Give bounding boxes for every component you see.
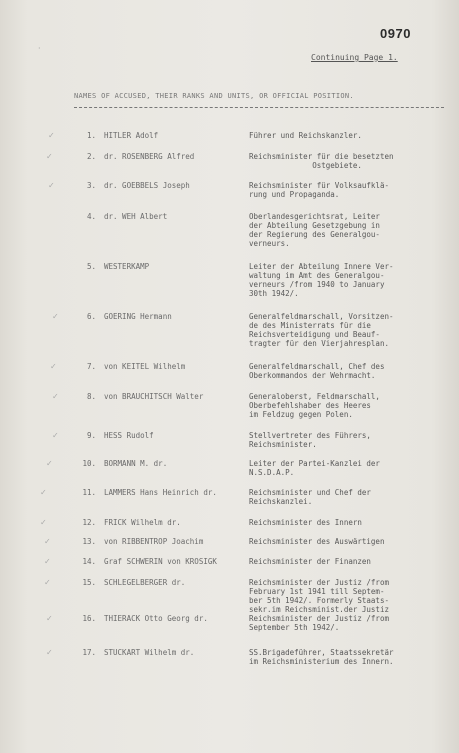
checkmark-icon: ✓ xyxy=(46,152,53,161)
name-text: BORMANN M. dr. xyxy=(104,459,168,468)
accused-name xyxy=(78,362,243,371)
official-position: Generaloberst, Feldmarschall, Oberbefehlshaber des Heeres im Feldzug gegen Polen. xyxy=(249,392,380,419)
official-position: SS.Brigadeführer, Staatssekretär im Reichsministerium des Innern. xyxy=(249,648,394,666)
entry-number: 15. xyxy=(82,578,96,587)
accused-name xyxy=(78,312,243,321)
checkmark-icon: ✓ xyxy=(40,488,47,497)
name-text: WESTERKAMP xyxy=(104,262,150,271)
accused-name xyxy=(78,459,243,468)
official-position: Reichsminister der Finanzen xyxy=(249,557,371,566)
name-text: dr. WEH Albert xyxy=(104,212,168,221)
entry-number: 17. xyxy=(82,648,96,657)
official-position: Reichsminister des Auswärtigen xyxy=(249,537,385,546)
entry-number: 5. xyxy=(86,262,96,271)
entry-number: 10. xyxy=(82,459,96,468)
checkmark-icon: ✓ xyxy=(46,459,53,468)
accused-name xyxy=(78,537,243,546)
entry-number: 13. xyxy=(82,537,96,546)
name-text: GOERING Hermann xyxy=(104,312,172,321)
entry-number: 12. xyxy=(82,518,96,527)
accused-name xyxy=(78,648,243,657)
official-position: Oberlandesgerichtsrat, Leiter der Abteilung Gesetzgebung in der Regierung des Generalgou- verneurs. xyxy=(249,212,380,248)
official-position: Leiter der Partei-Kanzlei der N.S.D.A.P. xyxy=(249,459,380,477)
accused-name xyxy=(78,488,243,497)
accused-name xyxy=(78,557,243,566)
entry-number: 11. xyxy=(82,488,96,497)
official-position: Reichsminister der Justiz /from February 1st 1941 till Septem- ber 5th 1942/. Formerly Staats- sekr.im Reichsminist.der Justiz xyxy=(249,578,389,614)
name-text: STUCKART Wilhelm dr. xyxy=(104,648,195,657)
accused-name xyxy=(78,262,243,271)
official-position: Generalfeldmarschall, Chef des Oberkommandos der Wehrmacht. xyxy=(249,362,385,380)
official-position: Leiter der Abteilung Innere Ver- waltung im Amt des Generalgou- verneurs /from 1940 to January 30th 1942/. xyxy=(249,262,394,298)
header-divider xyxy=(74,107,444,108)
list-header: NAMES OF ACCUSED, THEIR RANKS AND UNITS, OR OFFICIAL POSITION. xyxy=(74,92,354,100)
name-text: dr. ROSENBERG Alfred xyxy=(104,152,195,161)
name-text: THIERACK Otto Georg dr. xyxy=(104,614,208,623)
checkmark-icon: ✓ xyxy=(52,312,59,321)
checkmark-icon: ✓ xyxy=(48,131,55,140)
entry-number: 3. xyxy=(86,181,96,190)
entry-number: 14. xyxy=(82,557,96,566)
document-number: 0970 xyxy=(380,26,411,41)
accused-name xyxy=(78,614,243,623)
accused-name xyxy=(78,518,243,527)
accused-name xyxy=(78,212,243,221)
checkmark-icon: ✓ xyxy=(40,518,47,527)
official-position: Führer und Reichskanzler. xyxy=(249,131,362,140)
entry-number: 7. xyxy=(86,362,96,371)
name-text: HITLER Adolf xyxy=(104,131,159,140)
name-text: Graf SCHWERIN von KROSIGK xyxy=(104,557,217,566)
official-position: Stellvertreter des Führers, Reichsminister. xyxy=(249,431,371,449)
checkmark-icon: ✓ xyxy=(44,537,51,546)
official-position: Reichsminister der Justiz /from September 5th 1942/. xyxy=(249,614,389,632)
official-position: Generalfeldmarschall, Vorsitzen- de des Ministerrats für die Reichsverteidigung und Beauf- tragter für den Vierjahresplan. xyxy=(249,312,394,348)
accused-name xyxy=(78,431,243,440)
checkmark-icon: ✓ xyxy=(52,431,59,440)
checkmark-icon: ✓ xyxy=(48,181,55,190)
entry-number: 6. xyxy=(86,312,96,321)
name-text: HESS Rudolf xyxy=(104,431,154,440)
margin-mark: · xyxy=(38,44,41,53)
official-position: Reichsminister für Volksaufklä- rung und Propaganda. xyxy=(249,181,389,199)
name-text: FRICK Wilhelm dr. xyxy=(104,518,181,527)
accused-name xyxy=(78,392,243,401)
continuing-page-label: Continuing Page 1. xyxy=(311,53,398,62)
entry-number: 1. xyxy=(86,131,96,140)
entry-number: 16. xyxy=(82,614,96,623)
entry-number: 4. xyxy=(86,212,96,221)
name-text: von RIBBENTROP Joachim xyxy=(104,537,204,546)
name-text: dr. GOEBBELS Joseph xyxy=(104,181,190,190)
accused-name xyxy=(78,131,243,140)
name-text: von BRAUCHITSCH Walter xyxy=(104,392,204,401)
checkmark-icon: ✓ xyxy=(52,392,59,401)
name-text: SCHLEGELBERGER dr. xyxy=(104,578,186,587)
checkmark-icon: ✓ xyxy=(44,578,51,587)
official-position: Reichsminister des Innern xyxy=(249,518,362,527)
official-position: Reichsminister und Chef der Reichskanzlei. xyxy=(249,488,371,506)
checkmark-icon: ✓ xyxy=(50,362,57,371)
entry-number: 9. xyxy=(86,431,96,440)
entry-number: 2. xyxy=(86,152,96,161)
accused-name xyxy=(78,578,243,587)
checkmark-icon: ✓ xyxy=(46,648,53,657)
official-position: Reichsminister für die besetzten Ostgebiete. xyxy=(249,152,394,170)
checkmark-icon: ✓ xyxy=(44,557,51,566)
name-text: LAMMERS Hans Heinrich dr. xyxy=(104,488,217,497)
accused-name xyxy=(78,152,243,161)
name-text: von KEITEL Wilhelm xyxy=(104,362,186,371)
accused-name xyxy=(78,181,243,190)
entry-number: 8. xyxy=(86,392,96,401)
checkmark-icon: ✓ xyxy=(46,614,53,623)
